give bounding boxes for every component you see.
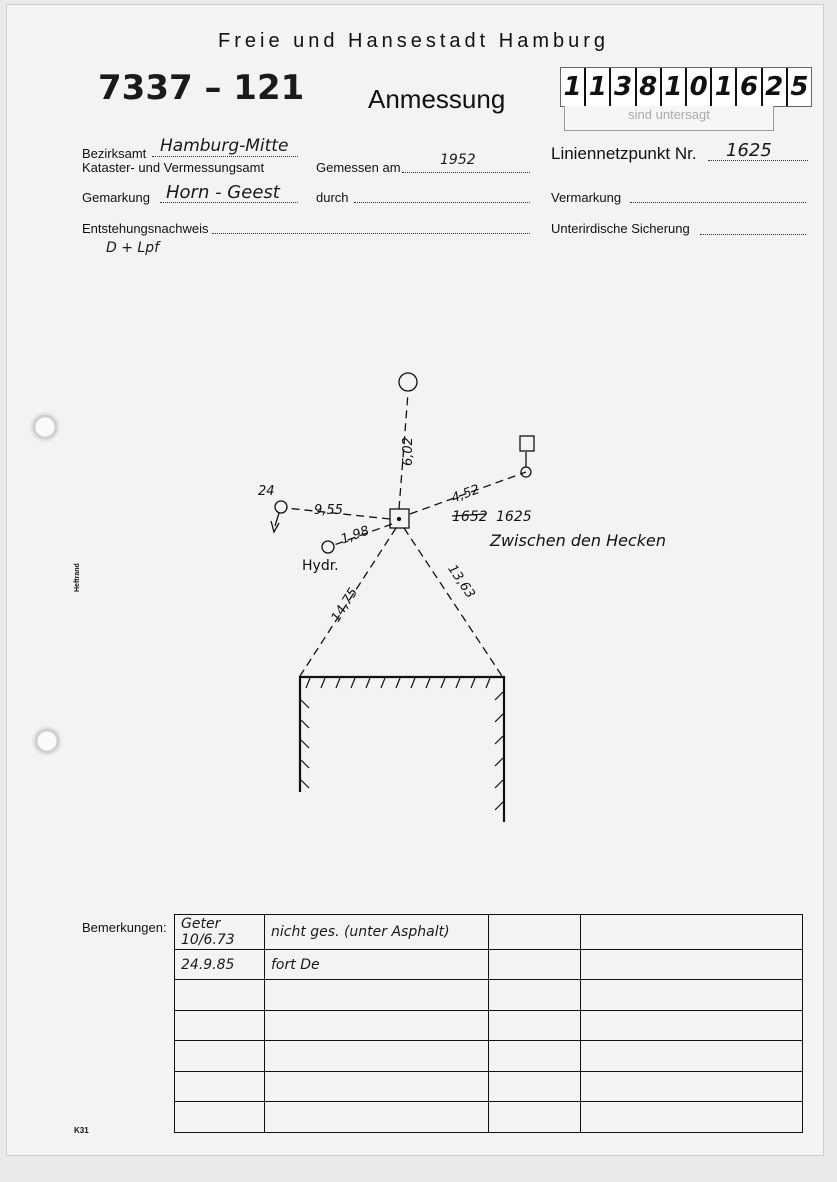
- table-cell: nicht ges. (unter Asphalt): [265, 915, 489, 950]
- table-cell: [265, 980, 489, 1011]
- table-cell: [581, 1102, 803, 1133]
- table-cell: [175, 1102, 265, 1133]
- table-cell: [581, 1041, 803, 1072]
- kataster-label: Kataster- und Vermessungsamt: [82, 160, 265, 175]
- table-cell: [581, 915, 803, 950]
- table-cell: [265, 1010, 489, 1041]
- building-outline: [300, 677, 504, 822]
- table-cell: [175, 1071, 265, 1102]
- point-24-label: 24: [258, 484, 275, 499]
- table-cell: [265, 1102, 489, 1133]
- form-title: Anmessung: [368, 84, 506, 114]
- gemarkung-label: Gemarkung: [82, 190, 150, 205]
- hydrant-label: Hydr.: [302, 558, 339, 574]
- form-code: K31: [74, 1126, 89, 1135]
- dist-right-down: 13,63: [444, 562, 478, 602]
- bezirksamt-label: Bezirksamt: [82, 146, 147, 161]
- table-row: [175, 1041, 803, 1072]
- id-digit: 2: [763, 68, 788, 106]
- stamp-text: sind untersagt: [564, 106, 774, 131]
- id-digit: 1: [561, 68, 586, 106]
- gemessen-label: Gemessen am: [316, 160, 401, 175]
- id-digit: 8: [637, 68, 662, 106]
- table-cell: Geter 10/6.73: [175, 915, 265, 950]
- table-cell: [489, 949, 581, 980]
- location-note: Zwischen den Hecken: [490, 531, 666, 550]
- id-digit: 6: [737, 68, 762, 106]
- sicherung-label: Unterirdische Sicherung: [551, 221, 690, 236]
- table-cell: [175, 1010, 265, 1041]
- point-24-icon: [275, 501, 287, 513]
- table-cell: [581, 949, 803, 980]
- dist-right: 4,52: [449, 482, 482, 507]
- table-cell: [489, 1010, 581, 1041]
- table-row: [175, 915, 803, 950]
- table-cell: [581, 980, 803, 1011]
- table-cell: [175, 1041, 265, 1072]
- marker-square-icon: [520, 436, 534, 451]
- tree-icon: [399, 373, 417, 391]
- dist-left-down: 14,75: [328, 585, 362, 625]
- dist-hydrant: 1,98: [339, 523, 372, 548]
- id-digit: 3: [611, 68, 636, 106]
- table-cell: [489, 1071, 581, 1102]
- id-digit: 5: [790, 72, 809, 102]
- id-digit: 1: [586, 68, 611, 106]
- id-digit: 0: [687, 68, 712, 106]
- table-row: [175, 949, 803, 980]
- durch-label: durch: [316, 190, 349, 205]
- hydrant-icon: [322, 541, 334, 553]
- ray-right-down: [404, 528, 502, 676]
- vermarkung-label: Vermarkung: [551, 190, 622, 205]
- table-row: [175, 1071, 803, 1102]
- table-cell: [265, 1041, 489, 1072]
- old-point-number: 1652: [452, 509, 488, 525]
- dist-left: 9,55: [314, 503, 343, 518]
- table-row: [175, 1102, 803, 1133]
- gemarkung-value: Horn - Geest: [166, 182, 280, 203]
- heftrand-label: Heftrand: [74, 563, 81, 592]
- remarks-table: [174, 914, 803, 1133]
- table-cell: [265, 1071, 489, 1102]
- new-point-number: 1625: [496, 509, 532, 525]
- table-cell: [489, 915, 581, 950]
- table-cell: [489, 1102, 581, 1133]
- remarks-label: Bemerkungen:: [82, 920, 167, 935]
- table-cell: fort De: [265, 949, 489, 980]
- dist-tree: 6,02: [401, 437, 416, 466]
- table-cell: [581, 1010, 803, 1041]
- reference-number: 7337 – 121: [98, 68, 305, 108]
- table-row: [175, 980, 803, 1011]
- liniennetz-label: Liniennetzpunkt Nr.: [551, 144, 697, 163]
- entstehung-value: D + Lpf: [106, 240, 160, 256]
- table-cell: [489, 980, 581, 1011]
- id-digit: 1: [712, 68, 737, 106]
- authority-heading: Freie und Hansestadt Hamburg: [218, 30, 610, 52]
- table-cell: 24.9.85: [175, 949, 265, 980]
- bezirksamt-value: Hamburg-Mitte: [160, 136, 289, 156]
- entstehung-label: Entstehungsnachweis: [82, 221, 209, 236]
- table-cell: [175, 980, 265, 1011]
- table-cell: [489, 1041, 581, 1072]
- id-digit: 1: [662, 68, 687, 106]
- table-row: [175, 1010, 803, 1041]
- table-cell: [581, 1071, 803, 1102]
- gemessen-value: 1952: [440, 152, 476, 168]
- liniennetz-value: 1625: [726, 140, 772, 161]
- arrow-icon: [271, 513, 279, 532]
